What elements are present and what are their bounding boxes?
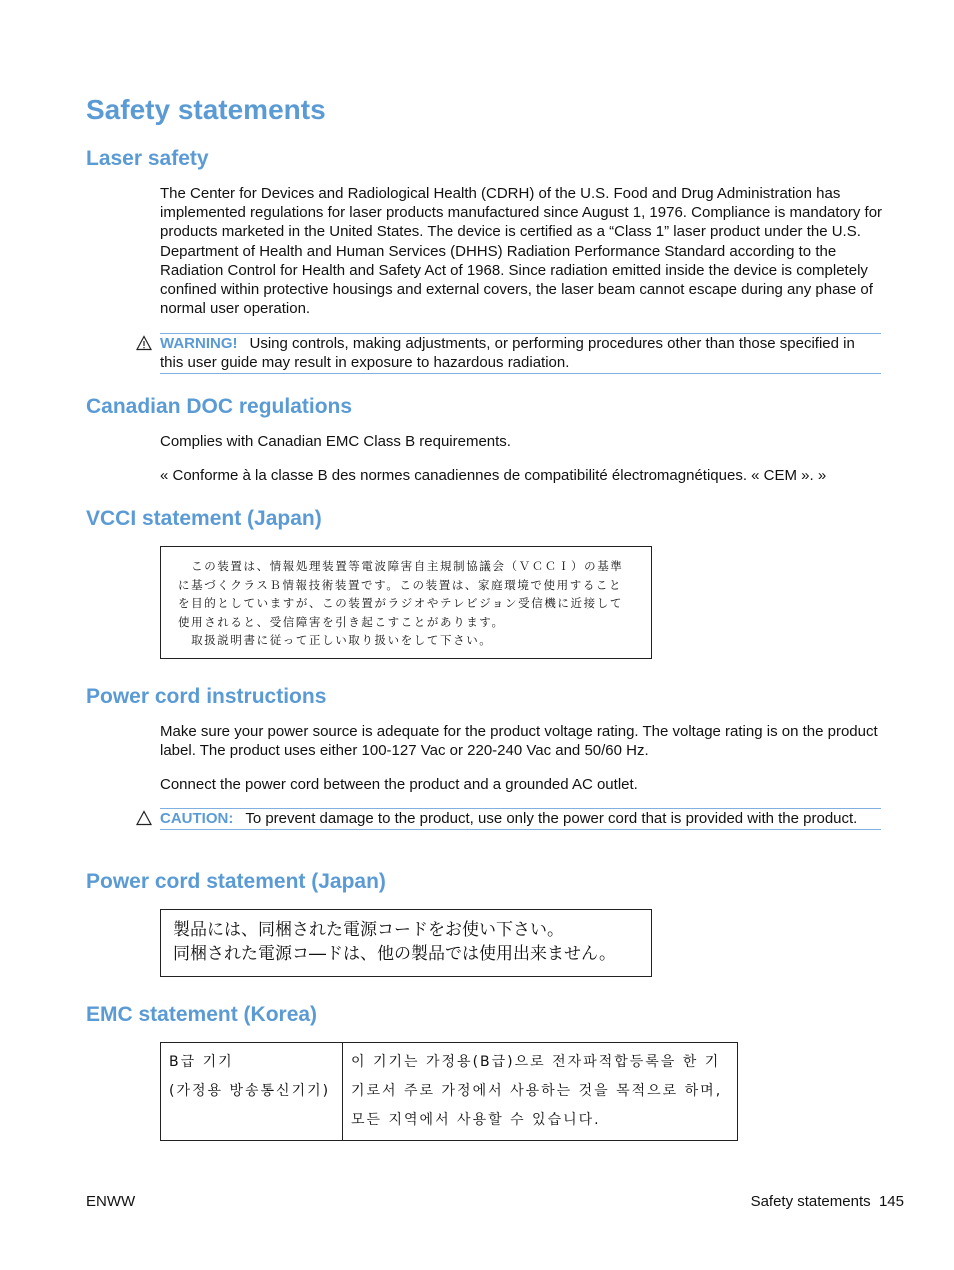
power-cord-japan-text: 製品には、同梱された電源コードをお使い下さい。 同梱された電源コ―ドは、他の製品では使用出来ません。 (173, 920, 617, 964)
power-cord-line-1: Make sure your power source is adequate for the product voltage rating. The voltage rating is on the product label. The product uses either 100-127 Vac or 220-240 Vac and 50/60 Hz. (160, 723, 878, 760)
emc-korea-table (160, 1042, 738, 1141)
emc-korea-class-line-2: (가정용 방송통신기기) (169, 1083, 331, 1099)
vcci-statement-box (160, 546, 652, 659)
footer-section-title: Safety statements (750, 1193, 871, 1210)
vcci-heading: VCCI statement (Japan) (86, 507, 322, 530)
power-cord-japan-heading: Power cord statement (Japan) (86, 870, 386, 893)
laser-safety-body: The Center for Devices and Radiological Health (CDRH) of the U.S. Food and Drug Administration has implemented regulations for laser products manufactured since August 1, 1976. Compliance is mandatory for products marketed in the United States. The device is certified as a “Class 1” laser product under the U.S. Department of Health and Human Services (DHHS) Radiation Performance Standard according to the Radiation Control for Health and Safety Act of 1968. Since radiation emitted inside the device is completely confined within protective housings and external covers, the laser beam cannot escape during any phase of normal user operation. (160, 185, 883, 318)
emc-korea-class-cell (161, 1043, 343, 1141)
vcci-statement-text: この装置は、情報処理装置等電波障害自主規制協議会（ＶＣＣＩ）の基準 に基づくクラスＢ情報技術装置です。この装置は、家庭環境で使用すること を目的としていますが、この装置がラジオやテレビジョン受信機に近接して 使用されると、受信障害を引き起こすことがあります。 取扱説明書に従って正しい取り扱いをして下さい。 (178, 559, 624, 647)
emc-korea-class-line-1: B급 기기 (169, 1054, 234, 1070)
warning-triangle-icon (136, 335, 152, 351)
caution-label: CAUTION: (160, 810, 234, 827)
canadian-line-2: « Conforme à la classe B des normes canadiennes de compatibilité électromagnétiques. « CEM ». » (160, 467, 827, 484)
footer-left: ENWW (86, 1193, 136, 1210)
page-title: Safety statements (86, 94, 326, 125)
canadian-line-1: Complies with Canadian EMC Class B requirements. (160, 433, 511, 450)
canadian-doc-heading: Canadian DOC regulations (86, 395, 353, 418)
emc-korea-statement-text: 이 기기는 가정용(B급)으로 전자파적합등록을 한 기기로서 주로 가정에서 사용하는 것을 목적으로 하며, 모든 지역에서 사용할 수 있습니다. (351, 1054, 723, 1128)
footer-page-number: 145 (878, 1193, 904, 1210)
laser-safety-heading: Laser safety (86, 147, 209, 170)
power-cord-line-2: Connect the power cord between the product and a grounded AC outlet. (160, 776, 638, 793)
warning-text: Using controls, making adjustments, or performing procedures other than those specified in this user guide may result in exposure to hazardous radiation. (160, 335, 855, 372)
warning-label: WARNING! (160, 335, 238, 352)
caution-note (160, 808, 881, 830)
warning-note (160, 333, 881, 374)
emc-korea-heading: EMC statement (Korea) (86, 1003, 318, 1026)
emc-korea-statement-cell (343, 1043, 738, 1141)
power-cord-japan-box (160, 909, 652, 977)
power-cord-heading: Power cord instructions (86, 685, 327, 708)
footer-right (751, 1192, 904, 1212)
caution-text: To prevent damage to the product, use only the power cord that is provided with the product. (245, 810, 858, 827)
caution-triangle-icon (136, 810, 152, 826)
